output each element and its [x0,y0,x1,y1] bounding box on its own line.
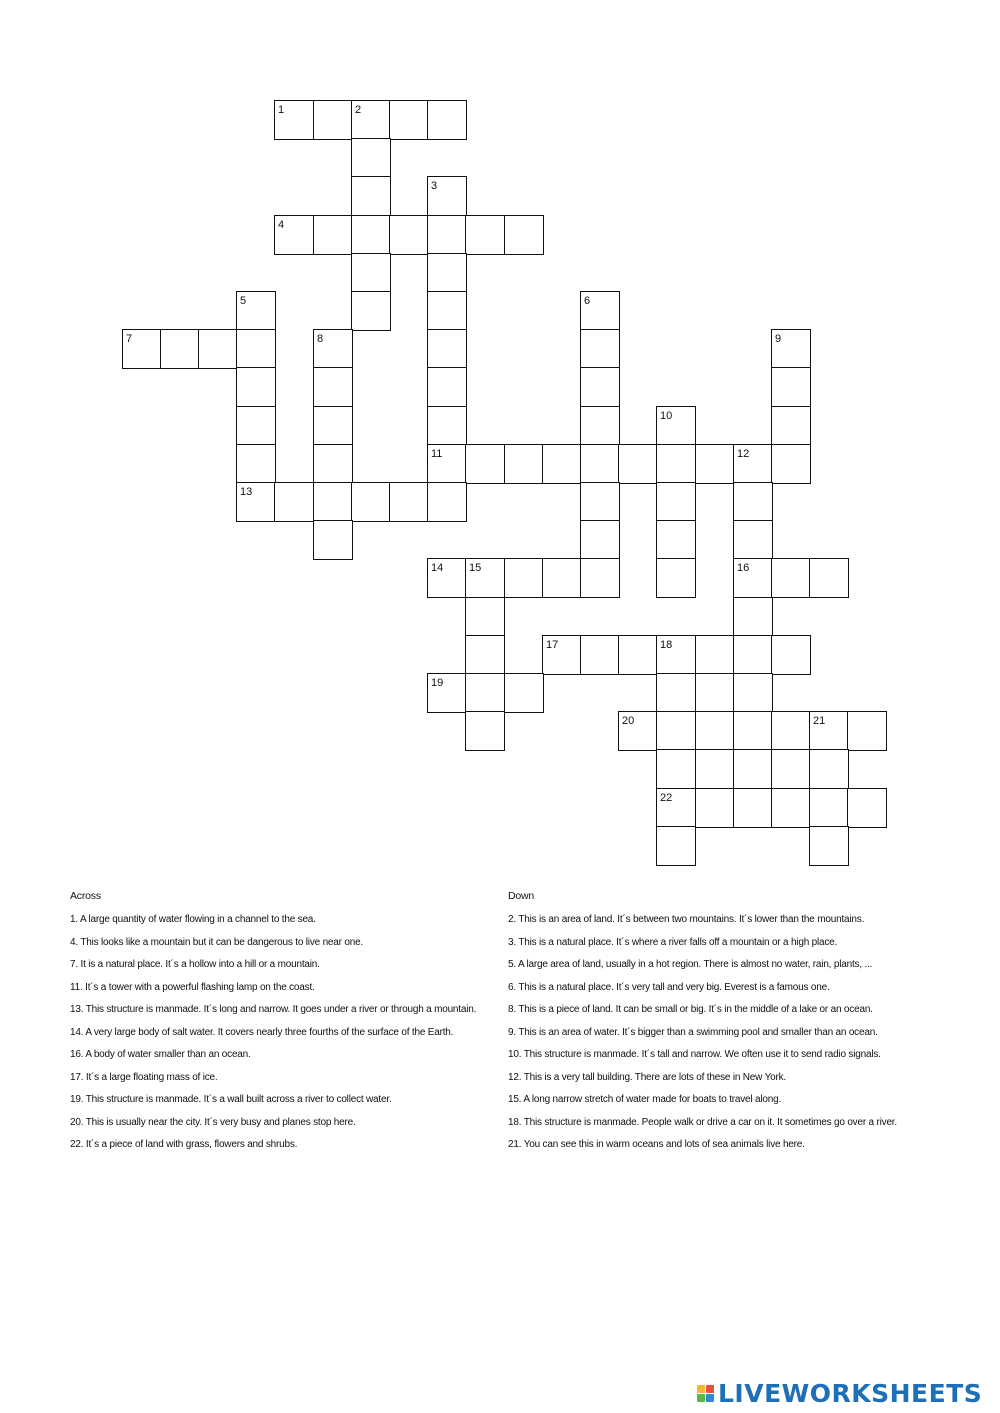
grid-cell[interactable] [313,520,353,560]
grid-cell[interactable] [427,367,467,407]
grid-cell-11[interactable] [427,444,467,484]
grid-cell[interactable] [427,253,467,293]
down-heading: Down [508,890,535,902]
clue-number: 4 [278,219,285,231]
grid-cell[interactable] [656,482,696,522]
grid-cell[interactable] [771,558,811,598]
grid-cell[interactable] [427,215,467,255]
grid-cell[interactable] [427,100,467,140]
across-heading: Across [70,890,101,902]
clue-number: 22 [660,792,673,804]
grid-cell-13[interactable] [236,482,276,522]
grid-cell-4[interactable] [274,215,314,255]
grid-cell-1[interactable] [274,100,314,140]
grid-cell-2[interactable] [351,100,391,140]
across-clue-13: 13. This structure is manmade. It´s long and narrow. It goes under a river or through a mountain. [70,1004,477,1015]
grid-cell[interactable] [427,406,467,446]
grid-cell[interactable] [542,444,582,484]
grid-cell-19[interactable] [427,673,467,713]
grid-cell[interactable] [389,215,429,255]
grid-cell[interactable] [809,788,849,828]
grid-cell[interactable] [236,367,276,407]
across-clue-1: 1. A large quantity of water flowing in a channel to the sea. [70,914,316,925]
grid-cell-22[interactable] [656,788,696,828]
grid-cell-18[interactable] [656,635,696,675]
grid-cell[interactable] [465,711,505,751]
clue-number: 19 [431,677,444,689]
grid-cell[interactable] [313,482,353,522]
grid-cell-20[interactable] [618,711,658,751]
grid-cell[interactable] [771,444,811,484]
grid-cell[interactable] [351,138,391,178]
grid-cell[interactable] [504,558,544,598]
logo-text: LIVEWORKSHEETS [718,1378,983,1408]
grid-cell[interactable] [847,711,887,751]
clue-number: 21 [813,715,826,727]
grid-cell[interactable] [504,444,544,484]
grid-cell[interactable] [771,635,811,675]
grid-cell[interactable] [733,711,773,751]
logo-blocks-icon [697,1385,714,1402]
grid-cell[interactable] [733,749,773,789]
across-clue-16: 16. A body of water smaller than an ocean. [70,1049,251,1060]
down-clues [508,890,938,1161]
clue-number: 8 [317,333,324,345]
grid-cell[interactable] [695,749,735,789]
clue-number: 10 [660,410,673,422]
across-clue-4: 4. This looks like a mountain but it can be dangerous to live near one. [70,936,364,948]
grid-cell[interactable] [695,673,735,713]
grid-cell[interactable] [656,711,696,751]
logo-block-2 [706,1385,714,1393]
grid-cell[interactable] [809,749,849,789]
grid-cell[interactable] [504,215,544,255]
logo-block-3 [697,1394,705,1402]
down-clue-10: 10. This structure is manmade. It´s tall and narrow. We often use it to send radio signals. [508,1049,881,1060]
grid-cell[interactable] [160,329,200,369]
grid-cell[interactable] [313,406,353,446]
across-clue-14: 14. A very large body of salt water. It covers nearly three fourths of the surface of the Earth. [70,1026,454,1038]
clue-number: 7 [126,333,133,345]
clue-number: 20 [622,715,635,727]
grid-cell[interactable] [733,597,773,637]
logo-block-1 [697,1385,705,1393]
across-clue-7: 7. It is a natural place. It´s a hollow into a hill or a mountain. [70,959,320,970]
clue-number: 9 [775,333,782,345]
grid-cell[interactable] [656,444,696,484]
grid-cell[interactable] [618,635,658,675]
grid-cell[interactable] [427,482,467,522]
grid-cell[interactable] [695,444,735,484]
grid-cell[interactable] [580,558,620,598]
grid-cell[interactable] [695,635,735,675]
grid-cell[interactable] [580,329,620,369]
grid-cell[interactable] [771,406,811,446]
grid-cell[interactable] [847,788,887,828]
grid-cell[interactable] [580,406,620,446]
clue-number: 6 [584,295,591,307]
grid-cell[interactable] [771,367,811,407]
grid-cell[interactable] [771,711,811,751]
down-clue-5: 5. A large area of land, usually in a hot region. There is almost no water, rain, plants, ... [508,959,873,970]
grid-cell[interactable] [809,558,849,598]
grid-cell[interactable] [656,520,696,560]
grid-cell[interactable] [656,558,696,598]
grid-cell-8[interactable] [313,329,353,369]
grid-cell[interactable] [389,482,429,522]
clue-number: 3 [431,180,438,192]
grid-cell[interactable] [771,749,811,789]
clue-number: 12 [737,448,750,460]
grid-cell[interactable] [351,482,391,522]
grid-cell-5[interactable] [236,291,276,331]
grid-cell[interactable] [580,520,620,560]
grid-cell[interactable] [427,291,467,331]
clue-number: 13 [240,486,253,498]
liveworksheets-logo [697,1376,982,1410]
grid-cell[interactable] [389,100,429,140]
grid-cell[interactable] [313,215,353,255]
logo-block-4 [706,1394,714,1402]
grid-cell[interactable] [313,367,353,407]
grid-cell-15[interactable] [465,558,505,598]
down-clue-9: 9. This is an area of water. It´s bigger than a swimming pool and smaller than an ocean. [508,1026,878,1038]
down-clue-8: 8. This is a piece of land. It can be small or big. It´s in the middle of a lake or an ocean. [508,1004,873,1015]
grid-cell[interactable] [504,673,544,713]
grid-cell-12[interactable] [733,444,773,484]
clue-number: 15 [469,562,482,574]
clue-number: 16 [737,562,750,574]
across-clue-22: 22. It´s a piece of land with grass, flowers and shrubs. [70,1139,298,1150]
grid-cell[interactable] [465,215,505,255]
grid-cell[interactable] [465,597,505,637]
grid-cell[interactable] [733,482,773,522]
grid-cell[interactable] [580,635,620,675]
grid-cell[interactable] [236,444,276,484]
down-clue-12: 12. This is a very tall building. There are lots of these in New York. [508,1071,787,1083]
grid-cell[interactable] [733,673,773,713]
grid-cell-21[interactable] [809,711,849,751]
grid-cell[interactable] [733,788,773,828]
down-clue-21: 21. You can see this in warm oceans and lots of sea animals live here. [508,1139,805,1150]
grid-cell[interactable] [313,100,353,140]
across-clue-17: 17. It´s a large floating mass of ice. [70,1071,218,1083]
across-clue-11: 11. It´s a tower with a powerful flashing lamp on the coast. [70,981,315,993]
grid-cell[interactable] [465,635,505,675]
grid-cell[interactable] [618,444,658,484]
grid-cell[interactable] [656,749,696,789]
grid-cell[interactable] [542,558,582,598]
grid-cell[interactable] [580,367,620,407]
grid-cell[interactable] [274,482,314,522]
down-clue-15: 15. A long narrow stretch of water made for boats to travel along. [508,1094,782,1105]
grid-cell[interactable] [656,673,696,713]
grid-cell[interactable] [236,329,276,369]
grid-cell-14[interactable] [427,558,467,598]
down-clue-18: 18. This structure is manmade. People walk or drive a car on it. It sometimes go over a river. [508,1116,897,1128]
grid-cell[interactable] [427,329,467,369]
grid-cell[interactable] [771,788,811,828]
across-clue-20: 20. This is usually near the city. It´s very busy and planes stop here. [70,1116,356,1128]
grid-cell[interactable] [236,406,276,446]
grid-cell-6[interactable] [580,291,620,331]
grid-cell[interactable] [351,215,391,255]
grid-cell[interactable] [198,329,238,369]
grid-cell[interactable] [733,520,773,560]
grid-cell[interactable] [465,673,505,713]
clue-number: 5 [240,295,247,307]
grid-cell[interactable] [656,826,696,866]
grid-cell[interactable] [809,826,849,866]
grid-cell-7[interactable] [122,329,162,369]
clue-number: 17 [546,639,559,651]
grid-cell[interactable] [733,635,773,675]
clue-number: 11 [431,448,443,460]
clue-number: 1 [278,104,285,116]
down-clue-3: 3. This is a natural place. It´s where a river falls off a mountain or a high place. [508,936,838,948]
down-clue-6: 6. This is a natural place. It´s very tall and very big. Everest is a famous one. [508,981,830,993]
clue-number: 14 [431,562,444,574]
grid-cell-9[interactable] [771,329,811,369]
grid-cell-16[interactable] [733,558,773,598]
clue-number: 2 [355,104,362,116]
down-clue-2: 2. This is an area of land. It´s between two mountains. It´s lower than the mountains. [508,914,865,925]
grid-cell[interactable] [351,253,391,293]
grid-cell[interactable] [695,788,735,828]
grid-cell[interactable] [313,444,353,484]
across-clues [70,890,490,1161]
grid-cell[interactable] [580,482,620,522]
clue-number: 18 [660,639,673,651]
grid-cell-10[interactable] [656,406,696,446]
grid-cell[interactable] [351,176,391,216]
across-clue-19: 19. This structure is manmade. It´s a wall built across a river to collect water. [70,1094,392,1105]
grid-cell-3[interactable] [427,176,467,216]
grid-cell[interactable] [465,444,505,484]
grid-cell[interactable] [580,444,620,484]
grid-cell[interactable] [695,711,735,751]
grid-cell[interactable] [351,291,391,331]
grid-cell-17[interactable] [542,635,582,675]
